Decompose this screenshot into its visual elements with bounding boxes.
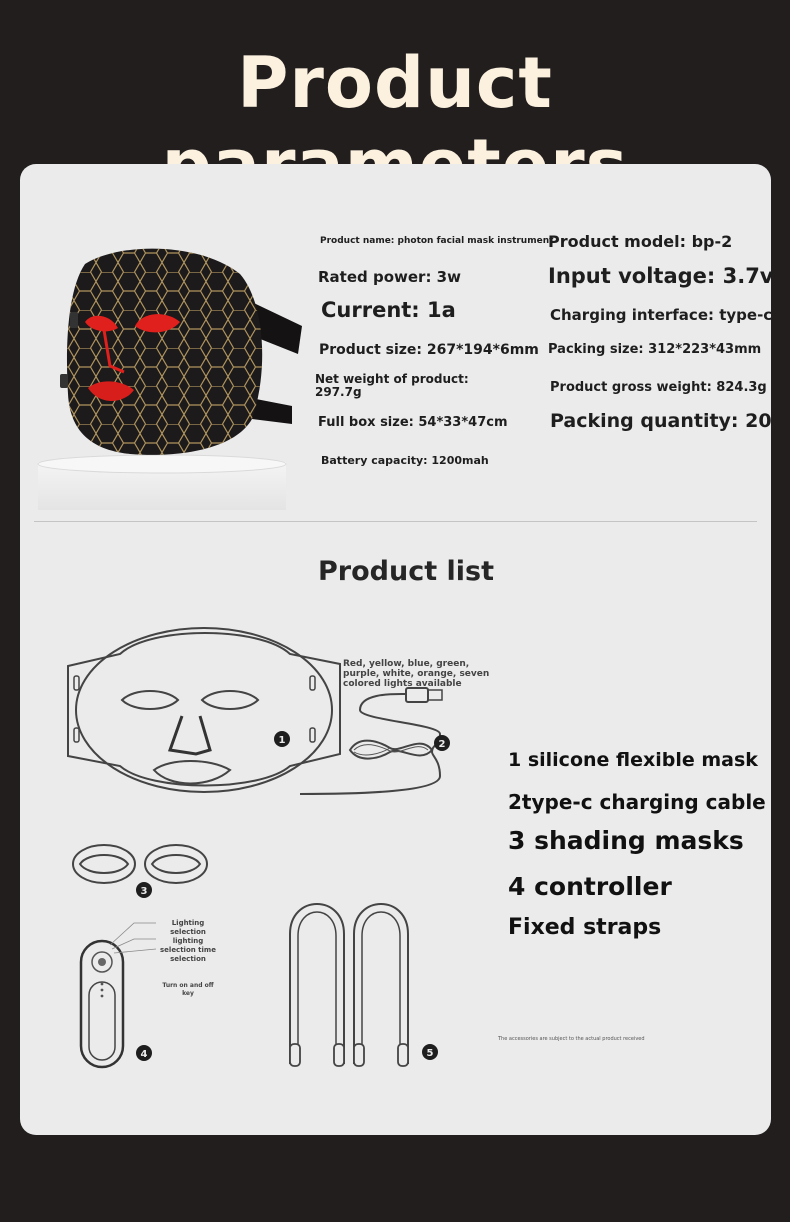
- svg-text:5: 5: [426, 1048, 434, 1059]
- controller-callout-lines: [108, 919, 158, 979]
- marker-3: [135, 881, 153, 899]
- lights-note: Red, yellow, blue, green, purple, white, orange, seven colored lights available: [343, 659, 490, 689]
- label-power-key: Turn on and off key: [162, 982, 214, 997]
- fixed-straps-drawing: [282, 894, 422, 1072]
- param-packing-size: Packing size: 312*223*43mm: [548, 342, 762, 357]
- marker-4: [135, 1044, 153, 1062]
- marker-1: [273, 730, 291, 748]
- item-silicone-mask: 1 silicone flexible mask: [508, 749, 758, 771]
- item-shading-masks: 3 shading masks: [508, 826, 744, 855]
- param-product-size: Product size: 267*194*6mm: [319, 342, 539, 358]
- label-lighting-selection: Lighting selection: [170, 919, 206, 936]
- section-divider: [34, 521, 757, 522]
- svg-text:3: 3: [140, 886, 148, 897]
- mask-outline-drawing: [60, 624, 460, 824]
- svg-text:1: 1: [278, 735, 286, 746]
- param-gross-weight: Product gross weight: 824.3g: [550, 380, 767, 395]
- disclaimer-note: The accessories are subject to the actual product received: [498, 1036, 645, 1042]
- param-current: Current: 1a: [321, 298, 456, 322]
- item-fixed-straps: Fixed straps: [508, 915, 662, 940]
- parameters-card: [20, 164, 774, 1135]
- page-title: Product: [237, 42, 553, 124]
- param-rated-power: Rated power: 3w: [318, 268, 461, 286]
- param-input-voltage: Input voltage: 3.7v: [548, 264, 774, 288]
- param-net-weight: Net weight of product: 297.7g: [315, 372, 469, 399]
- param-battery-capacity: Battery capacity: 1200mah: [321, 454, 489, 467]
- product-list-title: Product list: [318, 556, 495, 587]
- item-controller: 4 controller: [508, 872, 672, 901]
- param-packing-quantity: Packing quantity: 20: [550, 410, 772, 432]
- led-mask-photo: [30, 234, 320, 514]
- label-selection-time: lighting selection time selection: [160, 937, 216, 963]
- item-charging-cable: 2type-c charging cable: [508, 790, 766, 814]
- marker-2: [433, 734, 451, 752]
- param-charging-interface: Charging interface: type-c: [550, 306, 773, 324]
- svg-text:2: 2: [438, 739, 446, 750]
- param-product-name: Product name: photon facial mask instrument: [320, 236, 554, 246]
- param-full-box-size: Full box size: 54*33*47cm: [318, 415, 508, 430]
- svg-text:4: 4: [140, 1049, 148, 1060]
- marker-5: [421, 1043, 439, 1061]
- param-product-model: Product model: bp-2: [548, 232, 733, 251]
